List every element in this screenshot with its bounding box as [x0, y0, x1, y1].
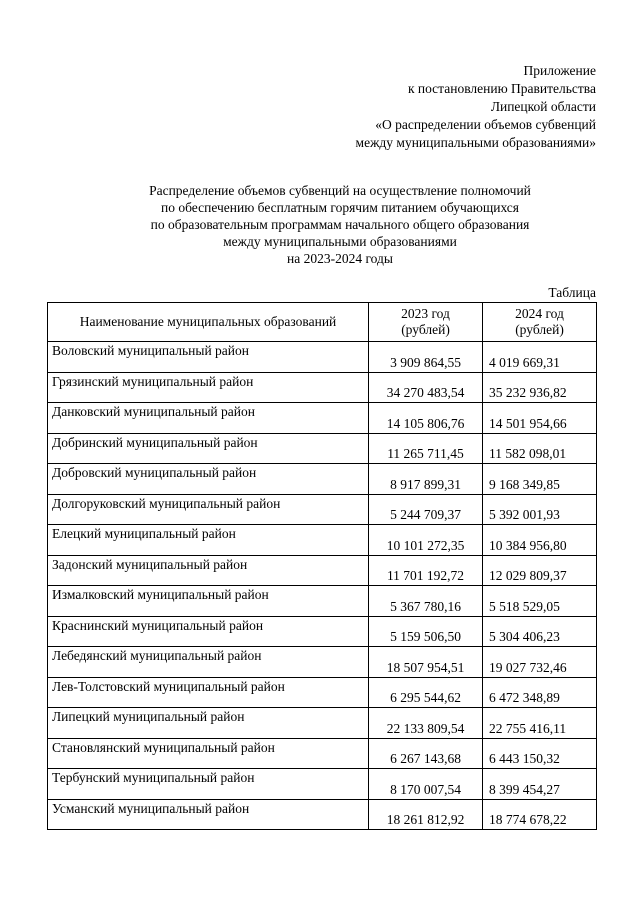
amount-2024: 8 399 454,27 — [483, 769, 597, 800]
amount-2024: 18 774 678,22 — [483, 799, 597, 830]
header-2024-unit: (рублей) — [515, 322, 564, 337]
amount-2023: 18 507 954,51 — [369, 647, 483, 678]
table-row — [48, 555, 597, 586]
amount-2023: 6 267 143,68 — [369, 738, 483, 769]
header-2023-year: 2023 год — [401, 306, 450, 321]
district-name: Липецкий муниципальный район — [48, 708, 369, 739]
amount-2023: 11 265 711,45 — [369, 433, 483, 464]
amount-2023: 22 133 809,54 — [369, 708, 483, 739]
district-name: Долгоруковский муниципальный район — [48, 494, 369, 525]
table-row — [48, 616, 597, 647]
table-row — [48, 464, 597, 495]
appendix-line: между муниципальными образованиями» — [355, 135, 596, 150]
table-row — [48, 769, 597, 800]
amount-2024: 35 232 936,82 — [483, 372, 597, 403]
table-row — [48, 799, 597, 830]
amount-2023: 34 270 483,54 — [369, 372, 483, 403]
table-row — [48, 494, 597, 525]
amount-2024: 5 392 001,93 — [483, 494, 597, 525]
table-row — [48, 342, 597, 373]
district-name: Добринский муниципальный район — [48, 433, 369, 464]
district-name: Елецкий муниципальный район — [48, 525, 369, 556]
title-line: по образовательным программам начального общего образования — [150, 217, 530, 232]
district-name: Данковский муниципальный район — [48, 403, 369, 434]
header-2024-year: 2024 год — [515, 306, 564, 321]
title-line: между муниципальными образованиями — [223, 234, 457, 249]
district-name: Становлянский муниципальный район — [48, 738, 369, 769]
appendix-line: Липецкой области — [490, 99, 596, 114]
amount-2023: 5 367 780,16 — [369, 586, 483, 617]
amount-2023: 10 101 272,35 — [369, 525, 483, 556]
title-line: на 2023-2024 годы — [287, 251, 393, 266]
district-name: Усманский муниципальный район — [48, 799, 369, 830]
amount-2024: 22 755 416,11 — [483, 708, 597, 739]
amount-2023: 3 909 864,55 — [369, 342, 483, 373]
header-name: Наименование муниципальных образований — [48, 303, 369, 342]
district-name: Тербунский муниципальный район — [48, 769, 369, 800]
appendix-line: «О распределении объемов субвенций — [375, 117, 596, 132]
amount-2023: 8 917 899,31 — [369, 464, 483, 495]
district-name: Добровский муниципальный район — [48, 464, 369, 495]
amount-2024: 19 027 732,46 — [483, 647, 597, 678]
district-name: Лебедянский муниципальный район — [48, 647, 369, 678]
amount-2023: 8 170 007,54 — [369, 769, 483, 800]
table-row — [48, 403, 597, 434]
appendix-line: Приложение — [523, 63, 596, 78]
amount-2024: 6 472 348,89 — [483, 677, 597, 708]
table-body — [48, 342, 597, 830]
amount-2023: 11 701 192,72 — [369, 555, 483, 586]
amount-2024: 6 443 150,32 — [483, 738, 597, 769]
district-name: Измалковский муниципальный район — [48, 586, 369, 617]
district-name: Краснинский муниципальный район — [48, 616, 369, 647]
district-name: Задонский муниципальный район — [48, 555, 369, 586]
table-row — [48, 708, 597, 739]
table-label: Таблица — [548, 285, 596, 300]
appendix-block — [356, 62, 596, 152]
amount-2024: 10 384 956,80 — [483, 525, 597, 556]
title-line: по обеспечению бесплатным горячим питанием обучающихся — [160, 200, 520, 215]
amount-2023: 18 261 812,92 — [369, 799, 483, 830]
amount-2024: 14 501 954,66 — [483, 403, 597, 434]
table-row — [48, 647, 597, 678]
district-name: Лев-Толстовский муниципальный район — [48, 677, 369, 708]
header-2024 — [483, 303, 597, 342]
appendix-line: к постановлению Правительства — [407, 81, 596, 96]
amount-2024: 4 019 669,31 — [483, 342, 597, 373]
table-row — [48, 372, 597, 403]
amount-2024: 5 518 529,05 — [483, 586, 597, 617]
amount-2024: 12 029 809,37 — [483, 555, 597, 586]
table-row — [48, 586, 597, 617]
amount-2024: 5 304 406,23 — [483, 616, 597, 647]
district-name: Воловский муниципальный район — [48, 342, 369, 373]
document-title — [40, 182, 640, 267]
amount-2023: 14 105 806,76 — [369, 403, 483, 434]
header-2023-unit: (рублей) — [401, 322, 450, 337]
amount-2024: 11 582 098,01 — [483, 433, 597, 464]
amount-2024: 9 168 349,85 — [483, 464, 597, 495]
table-row — [48, 433, 597, 464]
subvention-table — [47, 302, 597, 830]
amount-2023: 5 159 506,50 — [369, 616, 483, 647]
header-2023 — [369, 303, 483, 342]
title-line: Распределение объемов субвенций на осуществление полномочий — [149, 183, 531, 198]
table-header-row — [48, 303, 597, 342]
table-row — [48, 738, 597, 769]
amount-2023: 5 244 709,37 — [369, 494, 483, 525]
district-name: Грязинский муниципальный район — [48, 372, 369, 403]
amount-2023: 6 295 544,62 — [369, 677, 483, 708]
table-row — [48, 677, 597, 708]
table-row — [48, 525, 597, 556]
